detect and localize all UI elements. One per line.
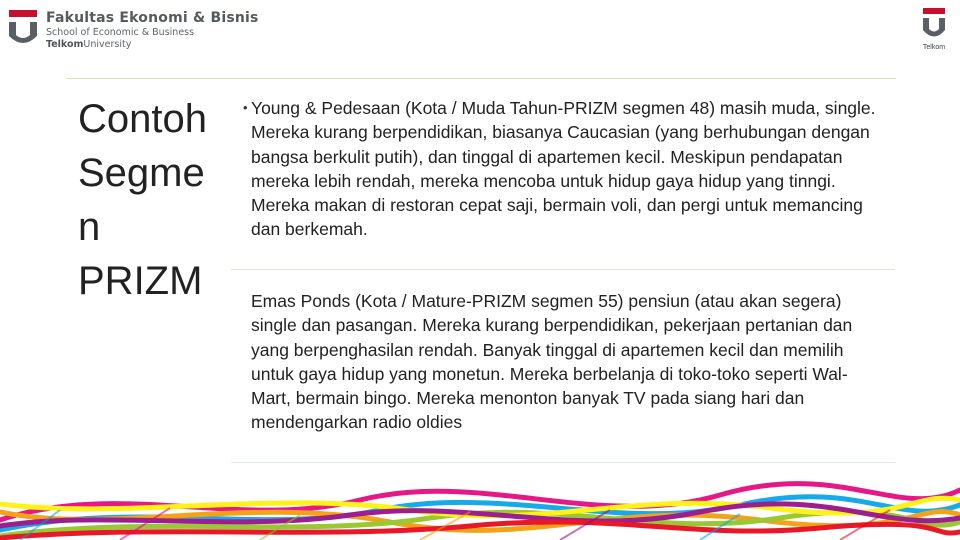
university-name: TelkomUniversity — [46, 39, 132, 50]
telkom-logo-right — [917, 6, 951, 62]
faculty-name-english: School of Economic & Business — [46, 27, 195, 38]
paragraph-1 — [243, 96, 881, 242]
telkom-logo-text: Telkom — [922, 44, 946, 51]
telkom-university-emblem — [6, 8, 40, 48]
faculty-name: Fakultas Ekonomi & Bisnis — [46, 10, 259, 26]
header-divider — [66, 78, 896, 79]
paragraph-2: Emas Ponds (Kota / Mature-PRIZM segmen 55) pensiun (atau akan segera) single dan pasangan. Mereka kurang berpendidikan, pekerjaan pertanian dan yang berpenghasilan rendah. Banyak tinggal di apartemen kecil dan memilih untuk gaya hidup yang monetun. Mereka berbelanja di toko-toko seperti Wal-Mart, bermain bingo. Mereka menonton banyak TV pada siang hari dan mendengarkan radio oldies — [251, 291, 853, 433]
content-panel-1 — [231, 96, 895, 270]
bullet-icon: • — [243, 100, 248, 115]
paragraph-1-text: Young & Pedesaan (Kota / Muda Tahun-PRIZM segmen 48) masih muda, single. Mereka kurang berpendidikan, biasanya Caucasian (yang berhubungan dengan bangsa berkulit putih), dan tinggal di apartemen kecil. Meskipun pendapatan mereka lebih rendah, mereka mencoba untuk hidup gaya hidup yang tinngi. Mereka makan di restoran cepat saji, bermain voli, dan pergi untuk memancing dan berkemah. — [251, 98, 876, 240]
telkom-emblem-icon — [917, 6, 951, 44]
decorative-ribbon-footer — [0, 460, 960, 540]
content-panel-2 — [231, 289, 895, 459]
faculty-logo — [6, 8, 259, 52]
slide-title: Contoh Segme n PRIZM — [78, 97, 207, 303]
